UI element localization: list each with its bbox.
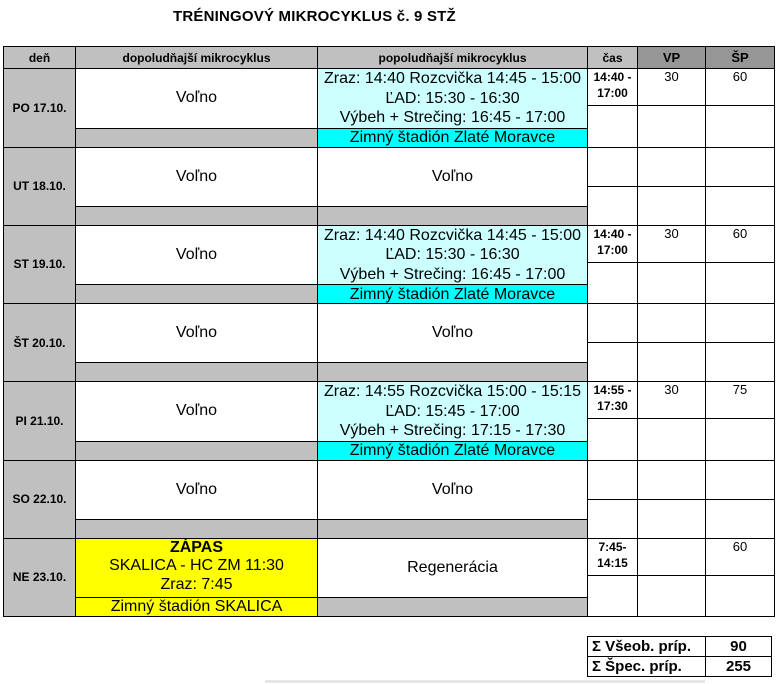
vp-cell: 30 xyxy=(638,225,706,262)
table-row xyxy=(4,225,775,262)
morning-cell: Voľno xyxy=(76,304,318,363)
sp-cell-empty xyxy=(706,106,775,148)
time-cell xyxy=(588,382,638,419)
sp-cell: 60 xyxy=(706,538,775,575)
summary-label: Σ Špec. príp. xyxy=(588,657,706,677)
time-cell-empty xyxy=(588,262,638,304)
table-row xyxy=(4,304,775,343)
morning-cell: Voľno xyxy=(76,69,318,129)
sp-cell-empty xyxy=(706,575,775,616)
afternoon-place: Zimný štadión Zlaté Moravce xyxy=(318,441,588,460)
morning-grey-strip xyxy=(76,128,318,147)
match-title: ZÁPAS xyxy=(169,538,224,556)
time-start: 14:40 - xyxy=(593,70,632,84)
summary-row xyxy=(588,637,772,657)
time-end: 14:15 xyxy=(597,555,628,570)
summary-row xyxy=(588,657,772,677)
time-cell xyxy=(588,69,638,106)
time-end: 17:30 xyxy=(597,399,628,413)
match-line: SKALICA - HC ZM 11:30 xyxy=(109,557,284,574)
vp-cell-empty xyxy=(638,186,706,225)
morning-place: Zimný štadión SKALICA xyxy=(76,597,318,616)
sp-cell: 60 xyxy=(706,69,775,106)
afternoon-cell xyxy=(318,225,588,285)
summary-value: 255 xyxy=(706,657,772,677)
page-title: TRÉNINGOVÝ MIKROCYKLUS č. 9 STŽ xyxy=(173,8,456,25)
vp-cell-empty xyxy=(638,575,706,616)
vp-cell-empty xyxy=(638,343,706,382)
table-row xyxy=(4,538,775,575)
morning-cell: Voľno xyxy=(76,147,318,206)
vp-cell-empty xyxy=(638,499,706,538)
afternoon-grey-strip xyxy=(318,519,588,538)
day-label: SO 22.10. xyxy=(4,460,76,538)
time-cell xyxy=(588,538,638,575)
sp-cell-empty xyxy=(706,262,775,304)
morning-cell: Voľno xyxy=(76,382,318,442)
header-day: deň xyxy=(4,47,76,69)
match-line: Zraz: 7:45 xyxy=(160,575,233,593)
afternoon-line: Zraz: 14:40 Rozcvička 14:45 - 15:00 xyxy=(323,226,582,244)
afternoon-cell xyxy=(318,382,588,442)
scroll-hint-bar xyxy=(265,680,705,683)
afternoon-line: Výbeh + Strečing: 16:45 - 17:00 xyxy=(339,265,566,283)
header-morning: dopoludňajší mikrocyklus xyxy=(76,47,318,69)
time-cell xyxy=(588,225,638,262)
time-cell-empty xyxy=(588,419,638,461)
morning-grey-strip xyxy=(76,441,318,460)
table-row xyxy=(4,382,775,419)
time-cell-empty xyxy=(588,575,638,616)
sp-cell: 75 xyxy=(706,382,775,419)
afternoon-cell: Voľno xyxy=(318,460,588,519)
morning-grey-strip xyxy=(76,285,318,304)
sp-cell-empty xyxy=(706,304,775,343)
vp-cell-empty xyxy=(638,419,706,461)
afternoon-line: Zraz: 14:40 Rozcvička 14:45 - 15:00 xyxy=(323,70,582,87)
time-cell-empty xyxy=(588,106,638,148)
time-cell-empty xyxy=(588,499,638,538)
time-cell-empty xyxy=(588,460,638,499)
training-table xyxy=(3,46,775,617)
time-cell-empty xyxy=(588,147,638,186)
header-time: čas xyxy=(588,47,638,69)
day-label: ST 19.10. xyxy=(4,225,76,304)
vp-cell-empty xyxy=(638,262,706,304)
sp-cell-empty xyxy=(706,147,775,186)
summary-label: Σ Všeob. príp. xyxy=(588,637,706,657)
afternoon-cell xyxy=(318,69,588,129)
afternoon-cell: Regenerácia xyxy=(318,538,588,597)
afternoon-grey-strip xyxy=(318,206,588,225)
day-label: ŠT 20.10. xyxy=(4,304,76,382)
header-sp: ŠP xyxy=(706,47,775,69)
header-vp: VP xyxy=(638,47,706,69)
sp-cell-empty xyxy=(706,343,775,382)
afternoon-line: Zraz: 14:55 Rozcvička 15:00 - 15:15 xyxy=(323,383,582,400)
vp-cell: 30 xyxy=(638,382,706,419)
vp-cell-empty xyxy=(638,106,706,148)
time-start: 14:40 - xyxy=(593,226,632,241)
morning-cell: Voľno xyxy=(76,225,318,285)
morning-cell xyxy=(76,538,318,597)
sp-cell-empty xyxy=(706,419,775,461)
afternoon-line: Výbeh + Strečing: 17:15 - 17:30 xyxy=(339,422,566,439)
time-start: 7:45- xyxy=(598,539,627,554)
table-row xyxy=(4,69,775,106)
time-start: 14:55 - xyxy=(593,383,632,397)
afternoon-cell: Voľno xyxy=(318,304,588,363)
summary-table xyxy=(587,636,772,677)
time-end: 17:00 xyxy=(597,242,628,257)
summary-value: 90 xyxy=(706,637,772,657)
afternoon-grey-strip xyxy=(318,363,588,382)
day-label: PI 21.10. xyxy=(4,382,76,461)
morning-grey-strip xyxy=(76,206,318,225)
time-cell-empty xyxy=(588,343,638,382)
afternoon-line: ĽAD: 15:30 - 16:30 xyxy=(385,89,520,107)
morning-grey-strip xyxy=(76,363,318,382)
day-label: UT 18.10. xyxy=(4,147,76,225)
day-label: NE 23.10. xyxy=(4,538,76,616)
time-end: 17:00 xyxy=(597,86,628,100)
header-afternoon: popoludňajší mikrocyklus xyxy=(318,47,588,69)
table-row xyxy=(4,460,775,499)
time-cell-empty xyxy=(588,304,638,343)
afternoon-place: Zimný štadión Zlaté Moravce xyxy=(318,285,588,304)
day-label: PO 17.10. xyxy=(4,69,76,148)
sp-cell: 60 xyxy=(706,225,775,262)
sp-cell-empty xyxy=(706,186,775,225)
header-row xyxy=(4,47,775,69)
afternoon-cell: Voľno xyxy=(318,147,588,206)
vp-cell-empty xyxy=(638,147,706,186)
table-row xyxy=(4,147,775,186)
vp-cell-empty xyxy=(638,538,706,575)
afternoon-place: Zimný štadión Zlaté Moravce xyxy=(318,128,588,147)
sp-cell-empty xyxy=(706,460,775,499)
afternoon-line: Výbeh + Strečing: 16:45 - 17:00 xyxy=(339,109,566,126)
afternoon-line: ĽAD: 15:30 - 16:30 xyxy=(385,246,520,263)
vp-cell-empty xyxy=(638,304,706,343)
time-cell-empty xyxy=(588,186,638,225)
sp-cell-empty xyxy=(706,499,775,538)
vp-cell-empty xyxy=(638,460,706,499)
afternoon-line: ĽAD: 15:45 - 17:00 xyxy=(385,402,520,420)
morning-cell: Voľno xyxy=(76,460,318,519)
afternoon-grey-strip xyxy=(318,597,588,616)
vp-cell: 30 xyxy=(638,69,706,106)
morning-grey-strip xyxy=(76,519,318,538)
